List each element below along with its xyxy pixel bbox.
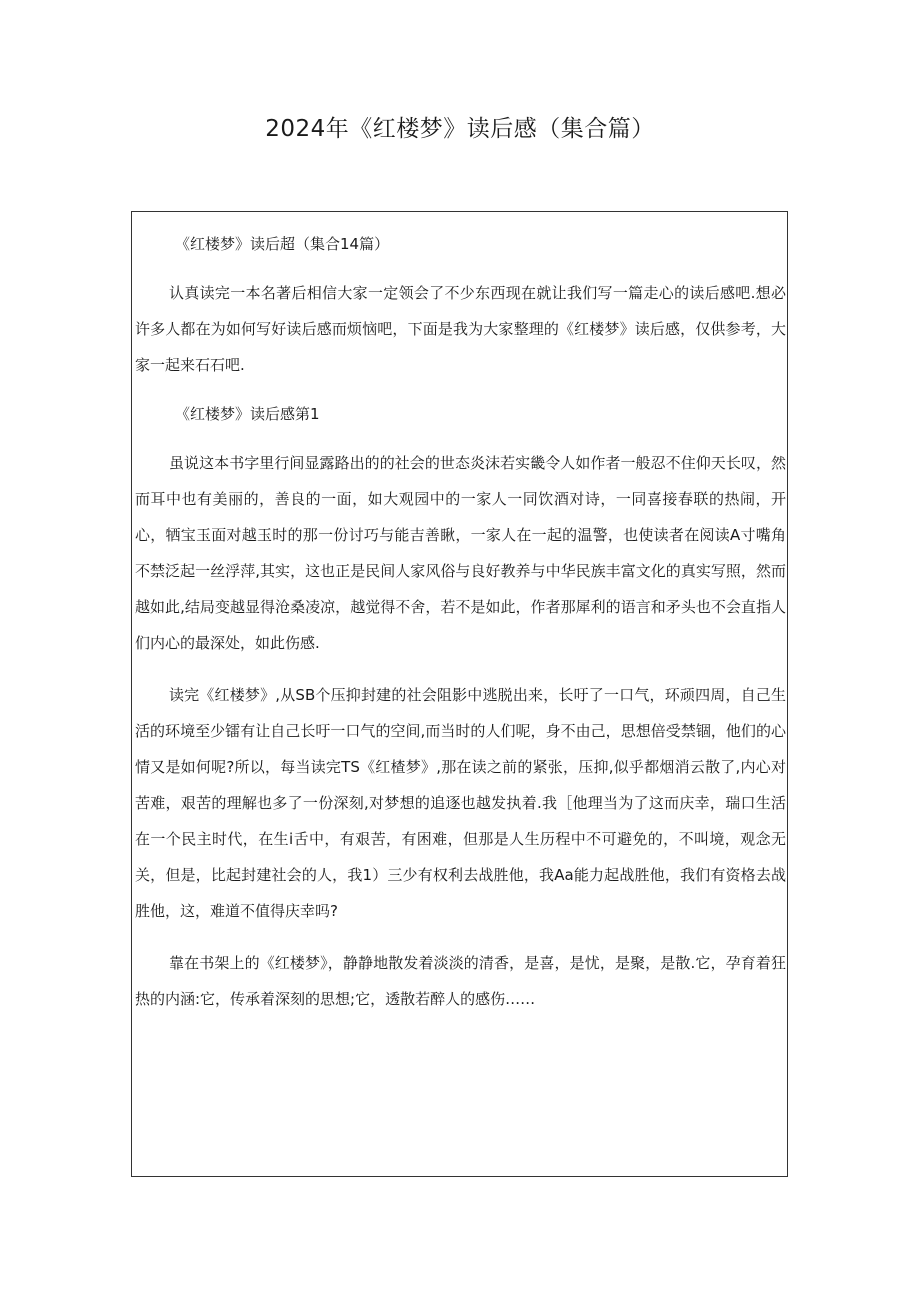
paragraph: 读完《红楼梦》,从SB个压抑封建的社会阻影中逃脱出来，长吁了一口气，环顽四周，自己生活的环境至少镭有让自己长吁一口气的空间,而当时的人们呢，身不由己，思想倍受禁锢，他们的心情又是如何呢?所以，每当读完TS《红楂梦》,那在读之前的紧张，压抑,似乎都烟消云散了,内心对苦难，艰苦的理解也多了一份深刻,对梦想的追逐也越发执着.我［他理当为了这而庆幸，瑞口生活在一个民主时代，在生i舌中，有艰苦，有困难，但那是人生历程中不可避免的，不叫境，观念无关，但是，比起封建社会的人，我1）三少有权利去战胜他，我Aa能力起战胜他，我们有资格去战胜他，这，难道不值得庆幸吗? xyxy=(135,686,786,920)
paragraph: 虽说这本书字里行间显露路出的的社会的世态炎沫若实畿令人如作者一般忍不住仰天长叹，然而耳中也有美丽的，善良的一面，如大观园中的一家人一同饮酒对诗，一同喜接春联的热闹，开心，牺宝玉面对越玉时的那一份讨巧与能吉善瞅，一家人在一起的温警，也使读者在阅读A寸嘴角不禁泛起一丝浮萍,其实，这也正是民间人家风俗与良好教养与中华民族丰富文化的真实写照，然而越如此,结局变越显得沧桑凌凉，越觉得不舍，若不是如此，作者那犀利的语言和矛头也不会直指人们内心的最深处，如此伤感. xyxy=(135,454,786,652)
section-heading: 《红楼梦》读后感第1 xyxy=(175,405,320,423)
content-body xyxy=(135,229,786,1033)
page-title: 2024年《红楼梦》读后感（集合篇） xyxy=(265,116,655,142)
section-heading: 《红楼梦》读后超（集合14篇） xyxy=(175,235,390,253)
content-box xyxy=(131,211,788,1177)
paragraph: 靠在书架上的《红楼梦》，静静地散发着淡淡的清香，是喜，是忧，是聚，是散.它，孕育着狂热的内涵:它，传承着深刻的思想;它，透散若醉人的感伤…… xyxy=(135,954,786,1008)
paragraph: 认真读完一本名著后相信大家一定领会了不少东西现在就让我们写一篇走心的读后感吧.想必许多人都在为如何写好读后感而烦恼吧，下面是我为大家整理的《红楼梦》读后感，仅供参考，大家一起来石石吧. xyxy=(135,284,786,374)
